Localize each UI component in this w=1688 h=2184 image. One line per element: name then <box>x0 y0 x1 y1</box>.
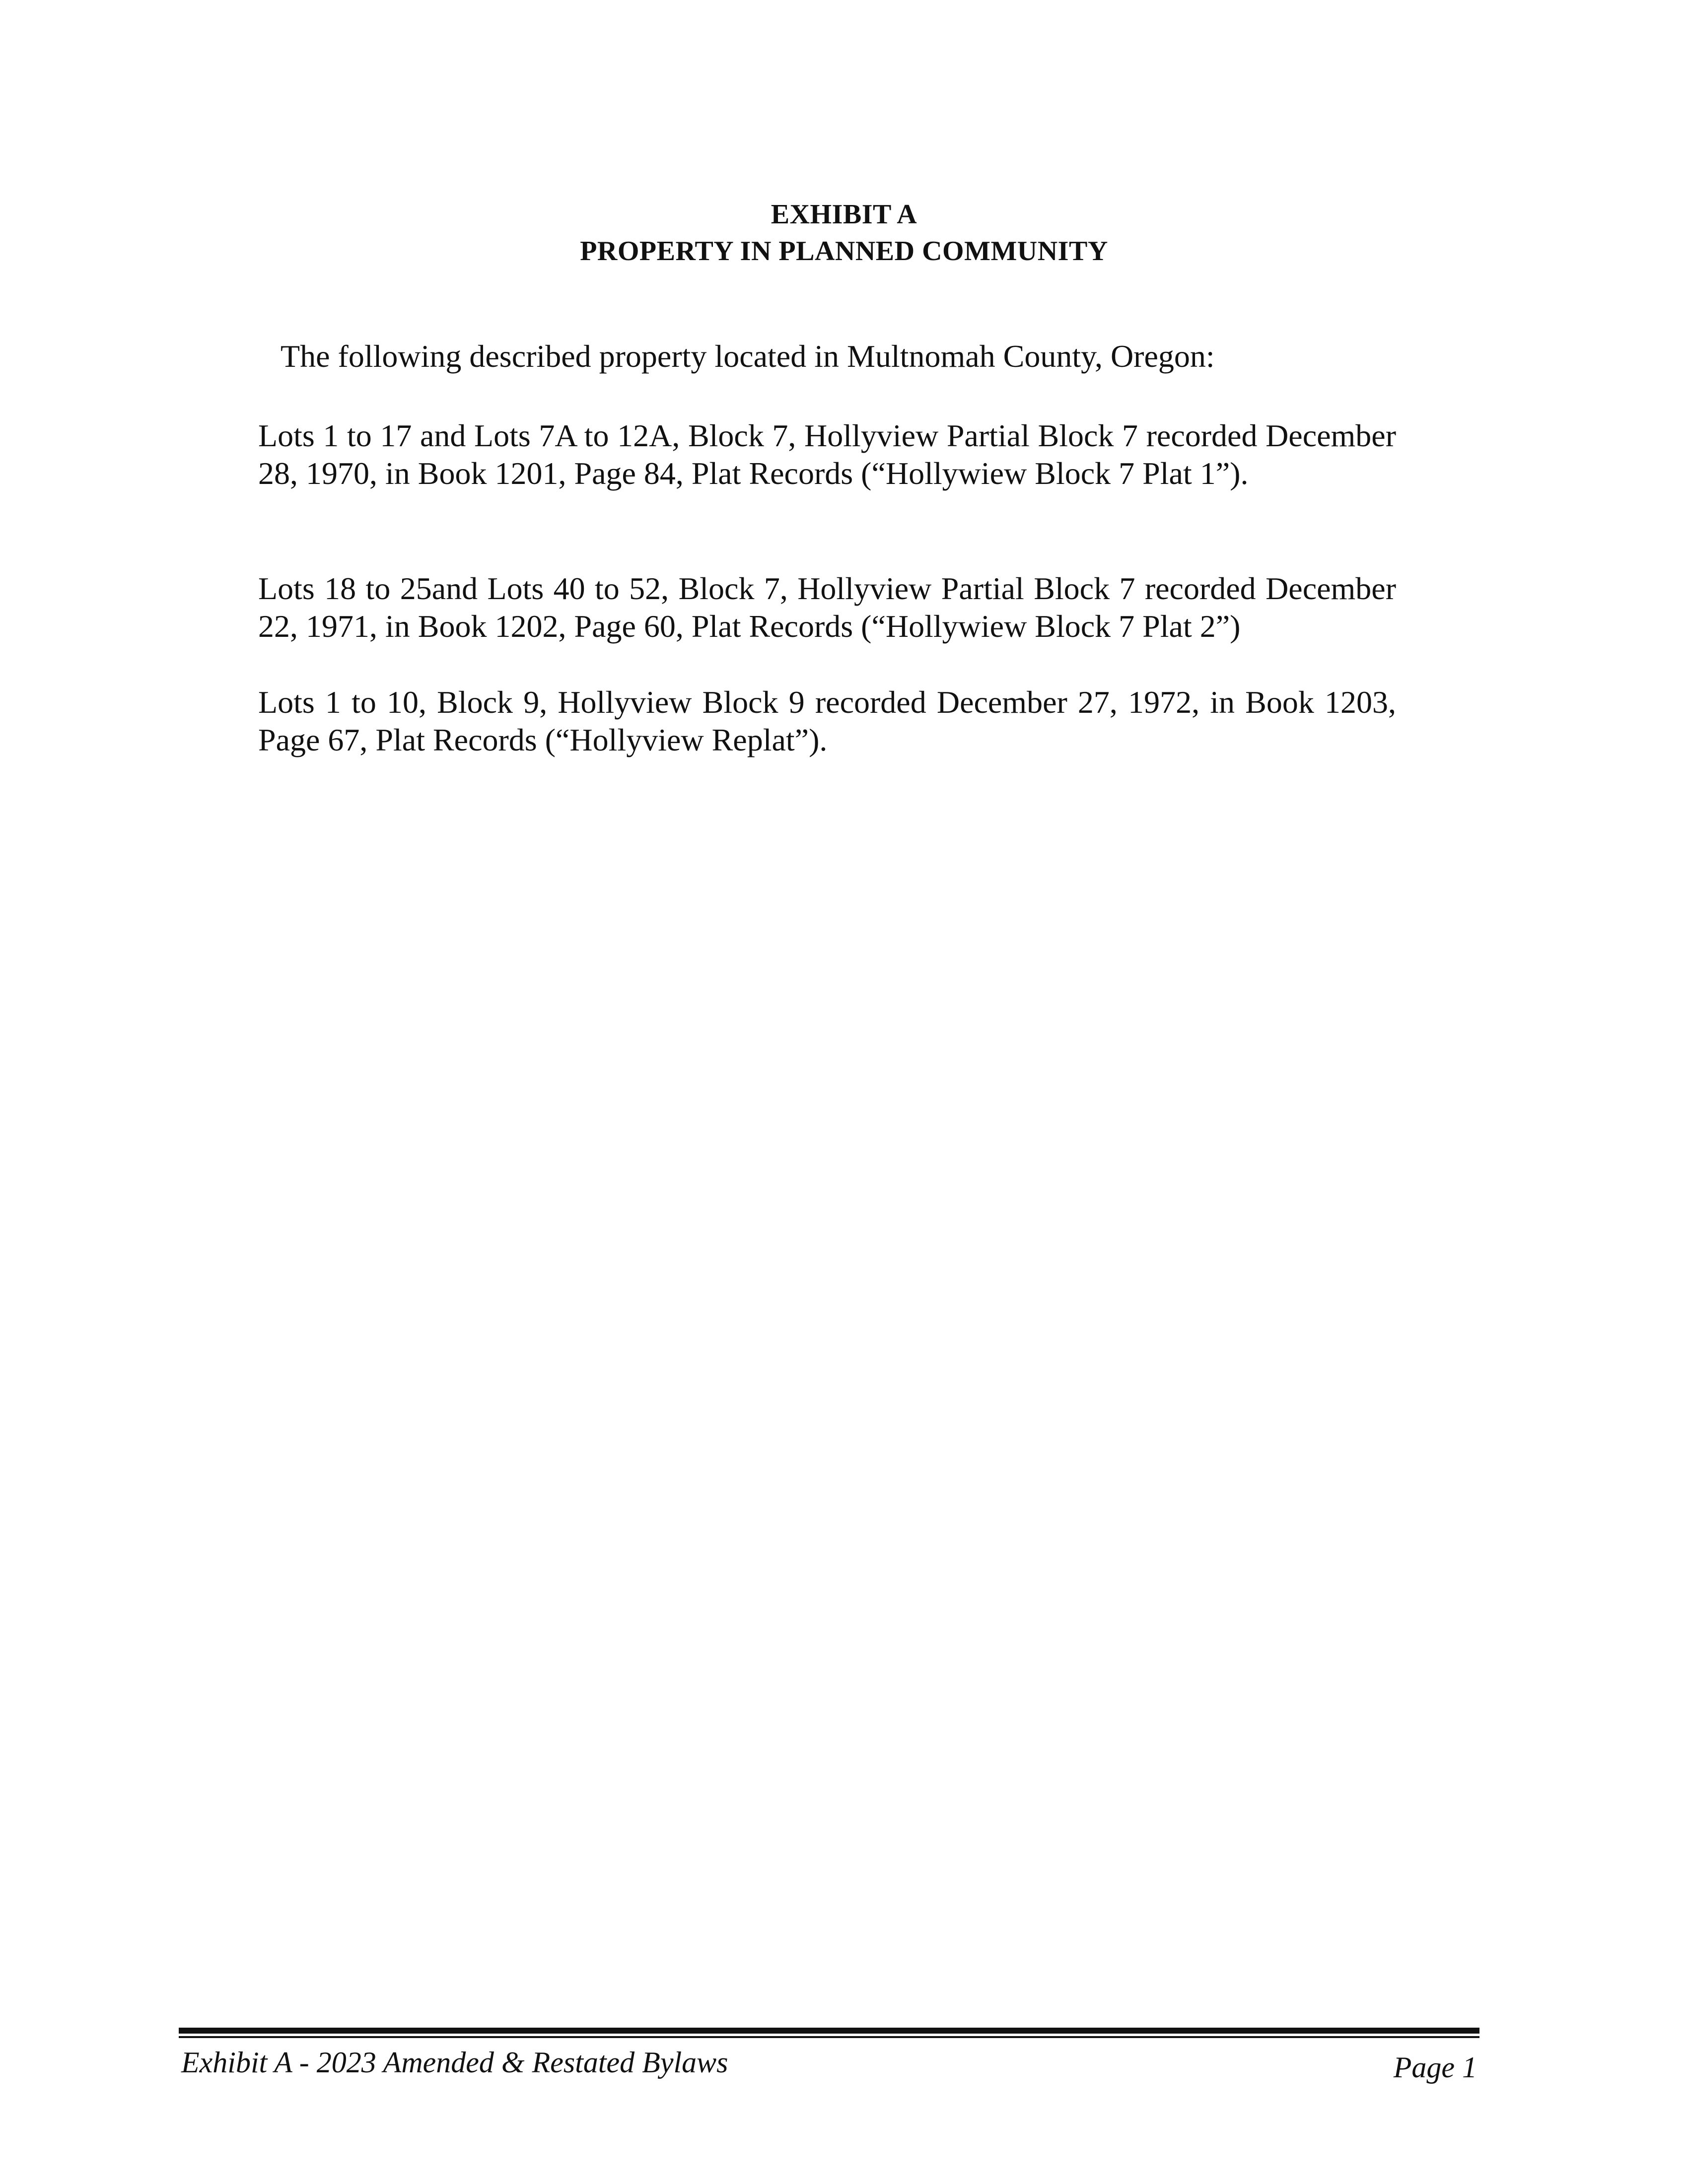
intro-sentence: The following described property located in Multnomah County, Oregon: <box>281 339 1215 374</box>
footer-divider-thin <box>179 2036 1479 2038</box>
exhibit-title: EXHIBIT A <box>771 199 917 230</box>
footer-page-number: Page 1 <box>1393 2051 1477 2084</box>
property-paragraph-3: Lots 1 to 10, Block 9, Hollyview Block 9 recorded December 27, 1972, in Book 1203, Page 67, Plat Records (“Hollyview Replat”). <box>258 684 1396 757</box>
footer-divider <box>179 2028 1479 2034</box>
exhibit-subtitle: PROPERTY IN PLANNED COMMUNITY <box>580 236 1108 267</box>
footer-document-title: Exhibit A - 2023 Amended & Restated Bylaws <box>181 2046 728 2079</box>
property-paragraph-1: Lots 1 to 17 and Lots 7A to 12A, Block 7, Hollyview Partial Block 7 recorded December 28, 1970, in Book 1201, Page 84, Plat Records (“Hollywiew Block 7 Plat 1”). <box>258 418 1396 491</box>
property-paragraph-2: Lots 18 to 25and Lots 40 to 52, Block 7, Hollyview Partial Block 7 recorded December 22, 1971, in Book 1202, Page 60, Plat Records (“Hollywiew Block 7 Plat 2”) <box>258 571 1396 644</box>
exhibit-heading <box>0 196 1688 270</box>
